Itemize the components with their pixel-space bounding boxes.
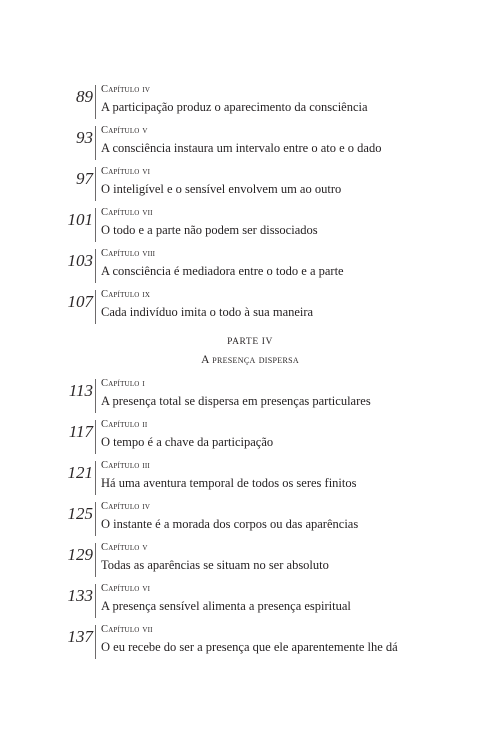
vertical-rule bbox=[95, 85, 96, 119]
page-number: 113 bbox=[68, 381, 93, 400]
chapter-label: Capítulo i bbox=[101, 378, 145, 389]
toc-entry bbox=[0, 166, 500, 207]
toc-group-part-iv bbox=[0, 378, 500, 665]
chapter-title: A presença total se dispersa em presenças particulares bbox=[101, 394, 371, 408]
chapter-title: A consciência instaura um intervalo entre o ato e o dado bbox=[101, 141, 382, 155]
page-number: 103 bbox=[67, 251, 93, 270]
chapter-label: Capítulo v bbox=[101, 542, 148, 553]
toc-entry bbox=[0, 248, 500, 289]
toc-entry bbox=[0, 125, 500, 166]
entry-text bbox=[101, 378, 371, 409]
chapter-title: O eu recebe do ser a presença que ele aparentemente lhe dá bbox=[101, 640, 398, 654]
entry-text bbox=[101, 501, 358, 532]
page-number: 89 bbox=[76, 87, 93, 106]
toc-entry bbox=[0, 624, 500, 665]
entry-text bbox=[101, 84, 368, 115]
vertical-rule bbox=[95, 461, 96, 495]
vertical-rule bbox=[95, 249, 96, 283]
vertical-rule bbox=[95, 420, 96, 454]
page-number: 125 bbox=[67, 504, 93, 523]
page-number: 93 bbox=[76, 128, 93, 147]
chapter-label: Capítulo vii bbox=[101, 624, 153, 635]
chapter-title: Todas as aparências se situam no ser absoluto bbox=[101, 558, 329, 572]
chapter-label: Capítulo iv bbox=[101, 501, 151, 512]
entry-text bbox=[101, 419, 273, 450]
chapter-label: Capítulo ii bbox=[101, 419, 148, 430]
chapter-title: O tempo é a chave da participação bbox=[101, 435, 274, 449]
chapter-title: O instante é a morada dos corpos ou das aparências bbox=[101, 517, 359, 531]
vertical-rule bbox=[95, 167, 96, 201]
chapter-title: A consciência é mediadora entre o todo e a parte bbox=[101, 264, 344, 278]
page-number: 97 bbox=[76, 169, 93, 188]
entry-text bbox=[101, 583, 351, 614]
page-number: 137 bbox=[67, 627, 93, 646]
vertical-rule bbox=[95, 502, 96, 536]
toc-entry bbox=[0, 289, 500, 330]
page-number: 121 bbox=[67, 463, 93, 482]
toc-entry bbox=[0, 207, 500, 248]
chapter-title: O inteligível e o sensível envolvem um ao outro bbox=[101, 182, 342, 196]
part-label: PARTE IV bbox=[227, 337, 273, 347]
entry-text bbox=[101, 125, 381, 156]
vertical-rule bbox=[95, 126, 96, 160]
chapter-label: Capítulo vii bbox=[101, 207, 153, 218]
page-number: 101 bbox=[67, 210, 93, 229]
chapter-label: Capítulo iv bbox=[101, 84, 151, 95]
toc-entry bbox=[0, 460, 500, 501]
part-title: A presença dispersa bbox=[201, 354, 299, 366]
chapter-label: Capítulo viii bbox=[101, 248, 156, 259]
chapter-label: Capítulo iii bbox=[101, 460, 150, 471]
entry-text bbox=[101, 207, 318, 238]
toc-entry bbox=[0, 501, 500, 542]
entry-text bbox=[101, 460, 357, 491]
entry-text bbox=[101, 542, 329, 573]
page-number: 107 bbox=[67, 292, 93, 311]
chapter-title: A presença sensível alimenta a presença espiritual bbox=[101, 599, 351, 613]
vertical-rule bbox=[95, 543, 96, 577]
chapter-title: Há uma aventura temporal de todos os seres finitos bbox=[101, 476, 357, 490]
toc-entry bbox=[0, 378, 500, 419]
chapter-title: A participação produz o aparecimento da consciência bbox=[101, 100, 368, 114]
chapter-label: Capítulo v bbox=[101, 125, 148, 136]
entry-text bbox=[101, 289, 313, 320]
part-heading bbox=[0, 336, 500, 367]
entry-text bbox=[101, 248, 344, 279]
chapter-title: O todo e a parte não podem ser dissociados bbox=[101, 223, 318, 237]
page-number: 129 bbox=[67, 545, 93, 564]
page-number: 117 bbox=[68, 422, 93, 441]
vertical-rule bbox=[95, 290, 96, 324]
vertical-rule bbox=[95, 379, 96, 413]
toc-group-part-iii-continued bbox=[0, 84, 500, 330]
chapter-label: Capítulo ix bbox=[101, 289, 151, 300]
entry-text bbox=[101, 624, 398, 655]
toc-entry bbox=[0, 84, 500, 125]
page-number: 133 bbox=[67, 586, 93, 605]
chapter-label: Capítulo vi bbox=[101, 166, 151, 177]
toc-entry bbox=[0, 583, 500, 624]
toc-entry bbox=[0, 542, 500, 583]
chapter-label: Capítulo vi bbox=[101, 583, 151, 594]
vertical-rule bbox=[95, 208, 96, 242]
vertical-rule bbox=[95, 625, 96, 659]
entry-text bbox=[101, 166, 341, 197]
toc-entry bbox=[0, 419, 500, 460]
vertical-rule bbox=[95, 584, 96, 618]
chapter-title: Cada indivíduo imita o todo à sua maneira bbox=[101, 305, 314, 319]
